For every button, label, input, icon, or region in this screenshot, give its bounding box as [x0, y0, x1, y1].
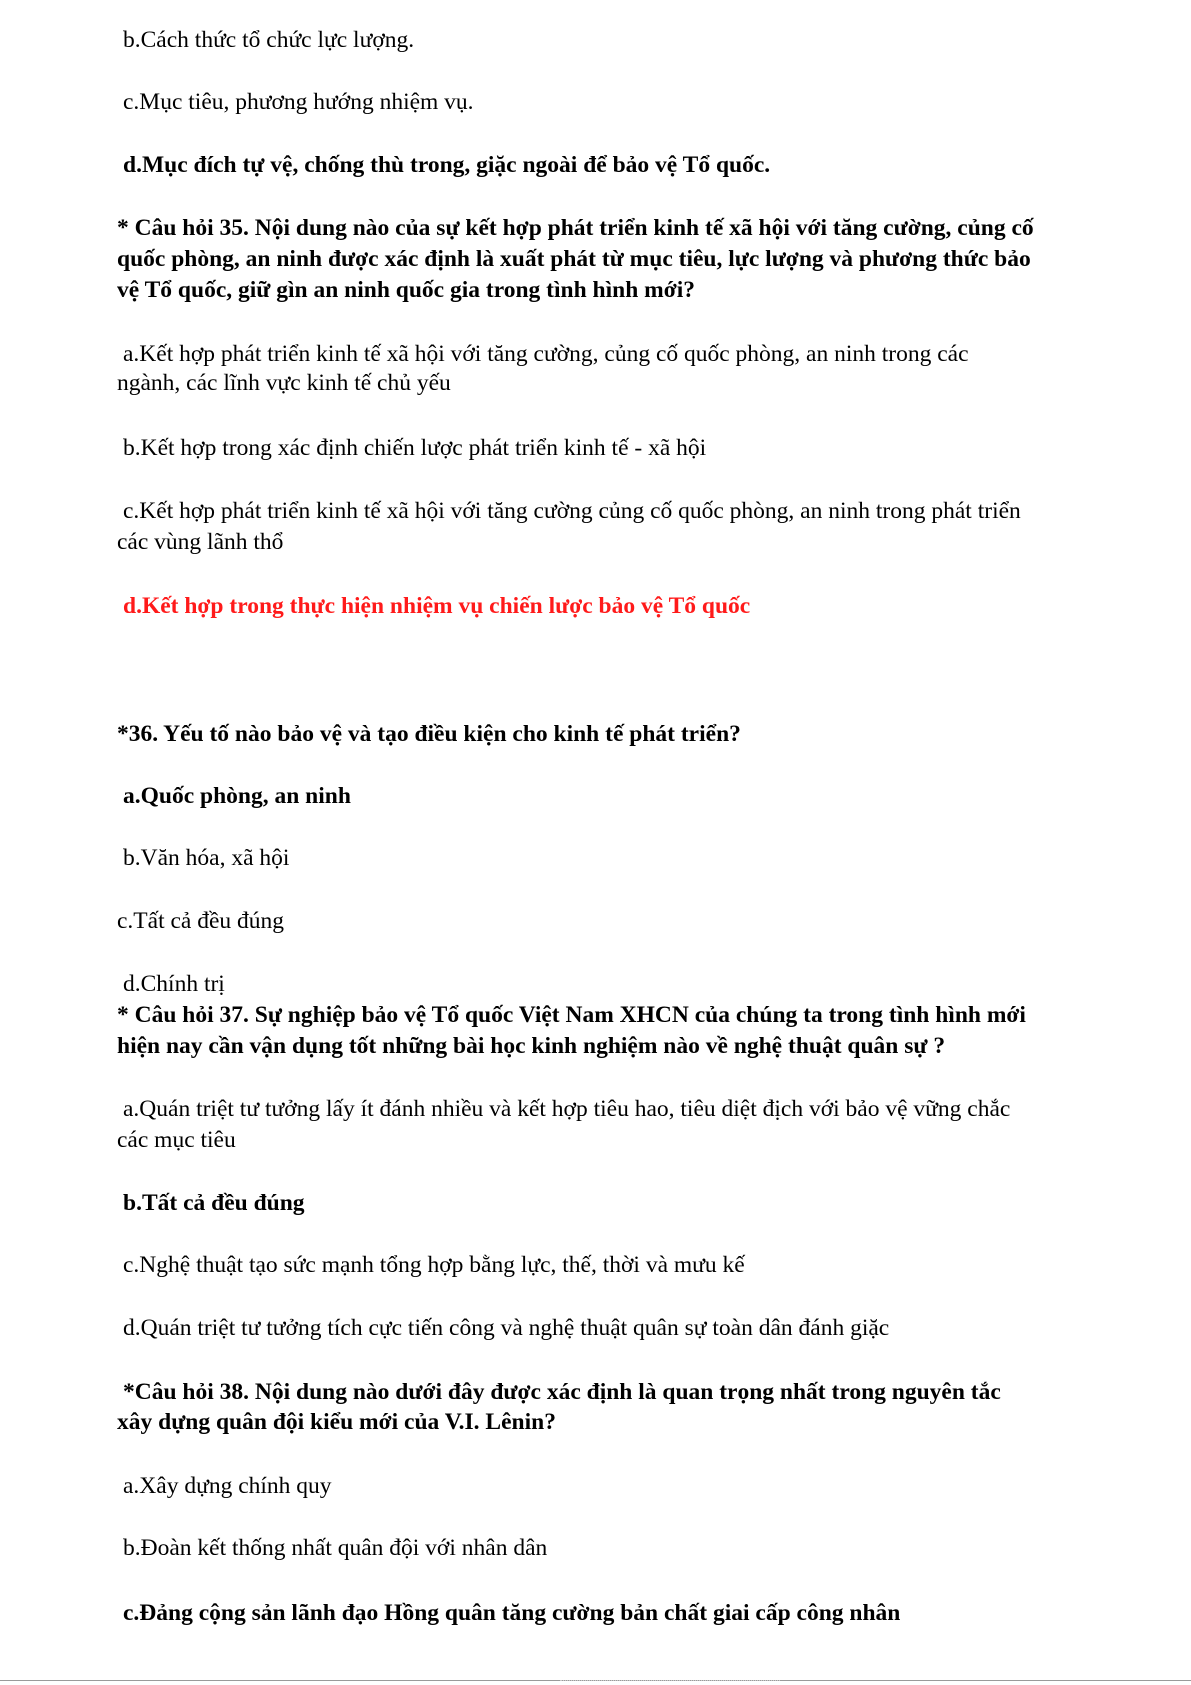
q37-question-line1: * Câu hỏi 37. Sự nghiệp bảo vệ Tổ quốc Việt Nam XHCN của chúng ta trong tình hình mới — [117, 1002, 1026, 1028]
q36-option-d: d.Chính trị — [123, 971, 225, 997]
q38-option-b: b.Đoàn kết thống nhất quân đội với nhân dân — [123, 1535, 548, 1561]
q36-option-a: a.Quốc phòng, an ninh — [123, 783, 351, 809]
q37-option-a-line2: các mục tiêu — [117, 1127, 236, 1153]
q36-question: *36. Yếu tố nào bảo vệ và tạo điều kiện cho kinh tế phát triển? — [117, 721, 741, 747]
q34-option-c: c.Mục tiêu, phương hướng nhiệm vụ. — [123, 89, 474, 115]
q38-question-line1: *Câu hỏi 38. Nội dung nào dưới đây được xác định là quan trọng nhất trong nguyên tắc — [123, 1379, 1001, 1405]
q35-option-c-line2: các vùng lãnh thổ — [117, 529, 284, 555]
q35-question-line1: * Câu hỏi 35. Nội dung nào của sự kết hợp phát triển kinh tế xã hội với tăng cường, củng cố — [117, 215, 1034, 241]
q35-option-b: b.Kết hợp trong xác định chiến lược phát triển kinh tế - xã hội — [123, 435, 707, 461]
q37-option-c: c.Nghệ thuật tạo sức mạnh tổng hợp bằng lực, thế, thời và mưu kế — [123, 1252, 745, 1278]
q38-question-line2: xây dựng quân đội kiểu mới của V.I. Lênin? — [117, 1409, 556, 1435]
q35-option-a-line2: ngành, các lĩnh vực kinh tế chủ yếu — [117, 370, 451, 396]
q35-question-line3: vệ Tổ quốc, giữ gìn an ninh quốc gia trong tình hình mới? — [117, 277, 696, 303]
q38-option-a: a.Xây dựng chính quy — [123, 1473, 332, 1499]
page-bottom-dotted-rule — [560, 1680, 780, 1681]
q35-option-a-line1: a.Kết hợp phát triển kinh tế xã hội với tăng cường, củng cố quốc phòng, an ninh trong các — [123, 341, 969, 367]
q37-option-b: b.Tất cả đều đúng — [123, 1190, 305, 1216]
q34-option-b: b.Cách thức tổ chức lực lượng. — [123, 27, 415, 53]
q37-option-a-line1: a.Quán triệt tư tưởng lấy ít đánh nhiều và kết hợp tiêu hao, tiêu diệt địch với bảo vệ vững chắc — [123, 1096, 1011, 1122]
q35-option-c-line1: c.Kết hợp phát triển kinh tế xã hội với tăng cường củng cố quốc phòng, an ninh trong phát triển — [123, 498, 1021, 524]
q36-option-b: b.Văn hóa, xã hội — [123, 845, 290, 871]
q35-question-line2: quốc phòng, an ninh được xác định là xuất phát từ mục tiêu, lực lượng và phương thức bảo — [117, 246, 1031, 272]
q34-option-d: d.Mục đích tự vệ, chống thù trong, giặc ngoài để bảo vệ Tổ quốc. — [123, 152, 771, 178]
q36-option-c: c.Tất cả đều đúng — [117, 908, 285, 934]
q37-question-line2: hiện nay cần vận dụng tốt những bài học kinh nghiệm nào về nghệ thuật quân sự ? — [117, 1033, 946, 1059]
q35-option-d-answer: d.Kết hợp trong thực hiện nhiệm vụ chiến lược bảo vệ Tổ quốc — [123, 593, 751, 619]
q38-option-c: c.Đảng cộng sản lãnh đạo Hồng quân tăng cường bản chất giai cấp công nhân — [123, 1600, 901, 1626]
q37-option-d: d.Quán triệt tư tưởng tích cực tiến công và nghệ thuật quân sự toàn dân đánh giặc — [123, 1315, 890, 1341]
